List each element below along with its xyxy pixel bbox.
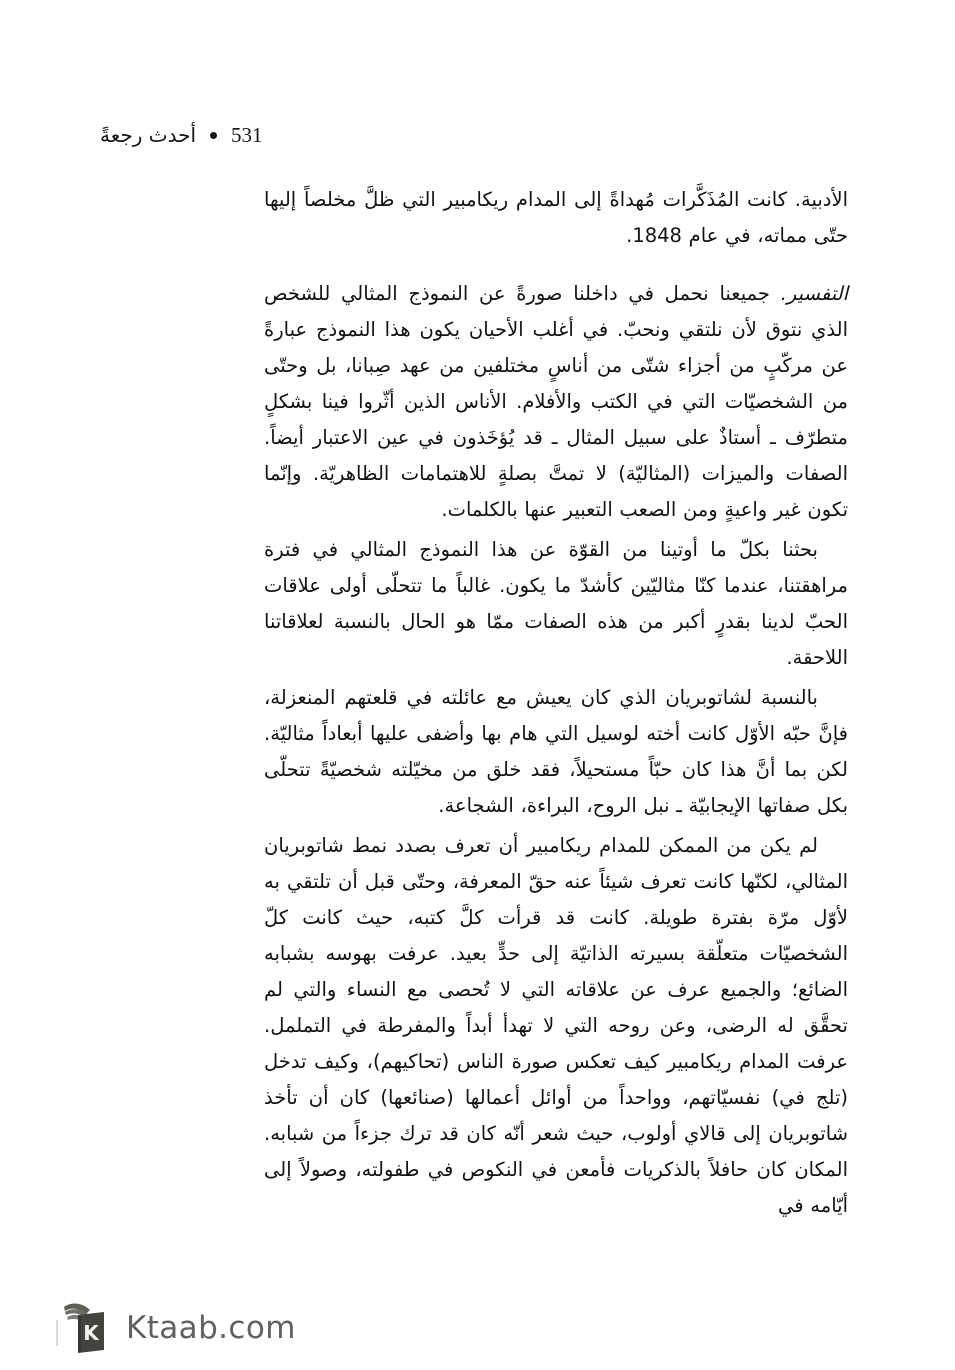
paragraph-4 bbox=[264, 680, 848, 824]
running-head bbox=[100, 118, 263, 152]
paragraph-3 bbox=[264, 532, 848, 676]
site-watermark bbox=[62, 1300, 296, 1356]
page-edge-artifact bbox=[56, 1320, 58, 1346]
watermark-label: Ktaab.com bbox=[126, 1309, 296, 1346]
paragraph-5 bbox=[264, 828, 848, 1224]
paragraph-2-lead-term: التفسير. bbox=[780, 282, 848, 305]
paragraph-1 bbox=[264, 182, 848, 254]
paragraph-4-text: بالنسبة لشاتوبريان الذي كان يعيش مع عائلته في قلعتهم المنعزلة، فإنَّ حبّه الأوّل كانت أخته لوسيل التي هام بها وأضفى عليها أبعاداً مثاليّة. لكن بما أنَّ هذا كان حبّاً مستحيلاً، فقد خلق من مخيّلته شخصيّةً تتحلّى بكل صفاتها الإيجابيّة ـ نبل الروح، البراءة، الشجاعة. bbox=[264, 686, 848, 817]
page-number: 531 bbox=[231, 122, 263, 147]
paragraph-2-text: جميعنا نحمل في داخلنا صورةً عن النموذج المثالي للشخص الذي نتوق لأن نلتقي ونحبّ. في أغلب الأحيان يكون هذا النموذج عبارةً عن مركّبٍ من أجزاء شتّى من أناسٍ مختلفين من عهد صِبانا، بل وحتّى من الشخصيّات التي في الكتب والأفلام. الأناس الذين أثّروا فينا بشكلٍ متطرّف ـ أستاذٌ على سبيل المثال ـ قد يُؤخَذون في عين الاعتبار أيضاً. الصفات والميزات (المثاليّة) لا تمتَّ بصلةٍ للاهتمامات الظاهريّة. وإنّما تكون غير واعيةٍ ومن الصعب التعبير عنها بالكلمات. bbox=[264, 282, 848, 521]
open-book-icon bbox=[62, 1300, 114, 1356]
paragraph-spacer bbox=[264, 254, 848, 276]
text-column bbox=[264, 182, 848, 1224]
paragraph-1-text: الأدبية. كانت المُذَكَّرات مُهداةً إلى المدام ريكامبير التي ظلَّ مخلصاً إليها حتّى مماته، في عام 1848. bbox=[264, 188, 848, 247]
paragraph-2 bbox=[264, 276, 848, 528]
paragraph-3-text: بحثنا بكلّ ما أوتينا من القوّة عن هذا النموذج المثالي في فترة مراهقتنا، عندما كنّا مثاليّين كأشدّ ما يكون. غالباً ما تتحلّى أولى علاقات الحبّ لدينا بقدرٍ أكبر من هذه الصفات ممّا هو الحال بالنسبة لعلاقاتنا اللاحقة. bbox=[264, 538, 848, 669]
bullet-dot-icon bbox=[210, 132, 217, 139]
svg-text:K: K bbox=[83, 1321, 99, 1345]
paragraph-5-text: لم يكن من الممكن للمدام ريكامبير أن تعرف بصدد نمط شاتوبريان المثالي، لكنّها كانت تعرف شيئاً عنه حقّ المعرفة، وحتّى قبل أن تلتقي به لأوّل مرّة بفترة طويلة. كانت قد قرأت كلَّ كتبه، حيث كانت كلّ الشخصيّات متعلّقة بسيرته الذاتيّة إلى حدٍّ بعيد. عرفت بهوسه بشبابه الضائع؛ والجميع عرف عن علاقاته التي لا تُحصى مع النساء والتي لم تحقَّق له الرضى، وعن روحه التي لا تهدأ أبداً والمفرطة في التململ. عرفت المدام ريكامبير كيف تعكس صورة الناس (تحاكيهم)، وكيف تدخل (تلج في) نفسيّاتهم، وواحداً من أوائل أعمالها (صنائعها) كان أن تأخذ شاتوبريان إلى قالاي أولوب، حيث شعر أنّه كان قد ترك جزءاً من شبابه. المكان كان حافلاً بالذكريات فأمعن في النكوص في طفولته، وصولاً إلى أيّامه في bbox=[264, 834, 848, 1217]
running-head-title: أحدث رجعةً bbox=[100, 123, 196, 147]
